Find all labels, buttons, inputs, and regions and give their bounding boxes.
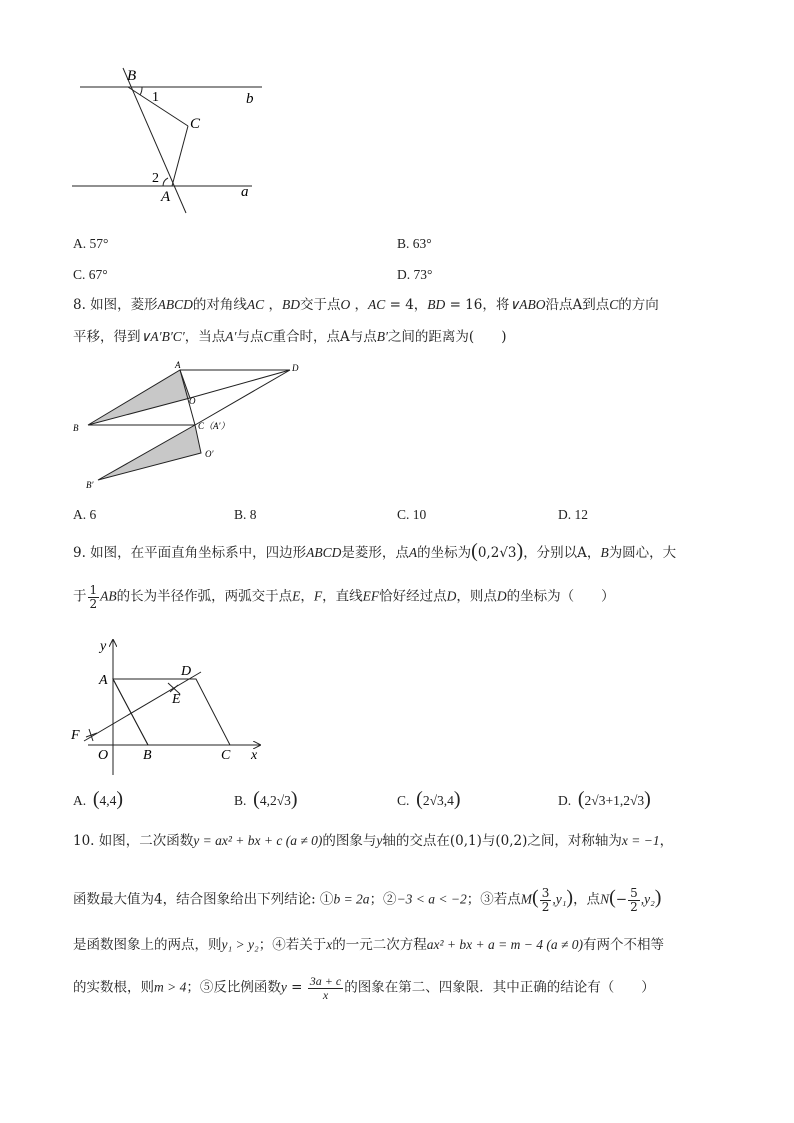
q8-line2: 平移，得到∨A′B′C′，当点A′与点C重合时，点A与点B′之间的距离为( ): [73, 329, 507, 345]
half-fraction: $\frac{1}{2}$: [89, 583, 98, 611]
q9-option-b[interactable]: B. (4,2√3): [234, 788, 298, 810]
q9-option-a[interactable]: A. (4,4): [73, 788, 124, 810]
n-fraction: $\frac{5}{2}$: [630, 886, 638, 914]
label-A: A: [99, 673, 108, 688]
q9-option-c[interactable]: C. (2√3,4): [397, 788, 461, 810]
q10-line4: 的实数根，则m > 4；⑤反比例函数y = $\frac{3a + c}{x}$ 的图象在第二、四象限．其中正确的结论有（ ）: [73, 974, 655, 1002]
figure-q9: [66, 630, 276, 780]
label-E: E: [172, 692, 181, 707]
q9-option-d[interactable]: D. (2√3+1,2√3): [558, 788, 651, 810]
q10-line3: 是函数图象上的两点，则y₁ > y₂；④若关于x的一元二次方程ax² + bx + a = m − 4 (a ≠ 0)有两个不相等: [73, 937, 664, 953]
angle2-arc: [163, 178, 168, 186]
label-O: O: [98, 748, 109, 763]
label-D: D: [181, 664, 192, 679]
segment-bo-d: [190, 370, 290, 398]
label-C: C（A′）: [198, 421, 230, 431]
label-Bprime: B′: [86, 480, 94, 490]
q7-option-c[interactable]: C. 67°: [73, 267, 108, 282]
line-ab: [113, 679, 148, 745]
label-B: B: [73, 423, 79, 433]
q8-option-c[interactable]: C. 10: [397, 507, 427, 522]
label-x: x: [251, 748, 258, 763]
q8-line1: 8. 如图，菱形ABCD的对角线AC ，BD交于点O ，AC = 4，BD = 16，将∨ABO沿点A到点C的方向: [73, 297, 659, 313]
figure-q7: [60, 58, 280, 218]
label-a: a: [241, 184, 249, 200]
label-1: 1: [152, 90, 159, 105]
label-b: b: [246, 91, 254, 107]
label-C: C: [190, 116, 201, 132]
q8-option-b[interactable]: B. 8: [234, 507, 257, 522]
label-Oprime: O′: [205, 449, 214, 459]
q9-line2: 于 $\frac{1}{2}$ AB的长为半径作弧，两弧交于点E，F，直线EF恰好经过点D，则点D的坐标为（ ）: [73, 583, 615, 611]
label-A: A: [161, 189, 171, 205]
angle1-arc: [140, 87, 142, 95]
q7-option-a[interactable]: A. 57°: [73, 236, 109, 251]
q10-line1: 10. 如图，二次函数y = ax² + bx + c (a ≠ 0)的图象与y轴的交点在(0,1)与(0,2)之间，对称轴为x = −1，: [73, 833, 674, 849]
label-B: B: [143, 748, 152, 763]
q7-option-d[interactable]: D. 73°: [397, 267, 433, 282]
inverse-fraction: $\frac{3a + c}{x}$: [309, 974, 342, 1002]
label-D: D: [292, 363, 299, 373]
label-y: y: [100, 639, 107, 654]
segment-cd: [195, 370, 290, 425]
q8-option-a[interactable]: A. 6: [73, 507, 97, 522]
q8-option-d[interactable]: D. 12: [558, 507, 588, 522]
label-C: C: [221, 748, 231, 763]
triangle-bprime-shaded: [98, 425, 201, 480]
label-2: 2: [152, 171, 159, 186]
label-A: A: [175, 360, 181, 370]
label-O: O: [189, 396, 196, 406]
figure-q8: [60, 355, 320, 495]
q9-line1: 9. 如图，在平面直角坐标系中，四边形ABCD是菱形，点A的坐标为(0,2√3)，分别以A，B为圆心，大: [73, 540, 677, 562]
label-F: F: [71, 728, 80, 743]
label-B: B: [127, 68, 137, 84]
m-fraction: $\frac{3}{2}$: [541, 886, 550, 914]
triangle-abo-shaded: [88, 370, 190, 425]
q7-option-b[interactable]: B. 63°: [397, 236, 432, 251]
segment-ca: [172, 126, 188, 186]
q10-line2: 函数最大值为4，结合图象给出下列结论: ①b = 2a；②−3 < a < −2；③若点M( $\frac{3}{2}$ ,y₁)，点N(− $\frac{5}{2}$ ,y₂): [73, 886, 662, 914]
